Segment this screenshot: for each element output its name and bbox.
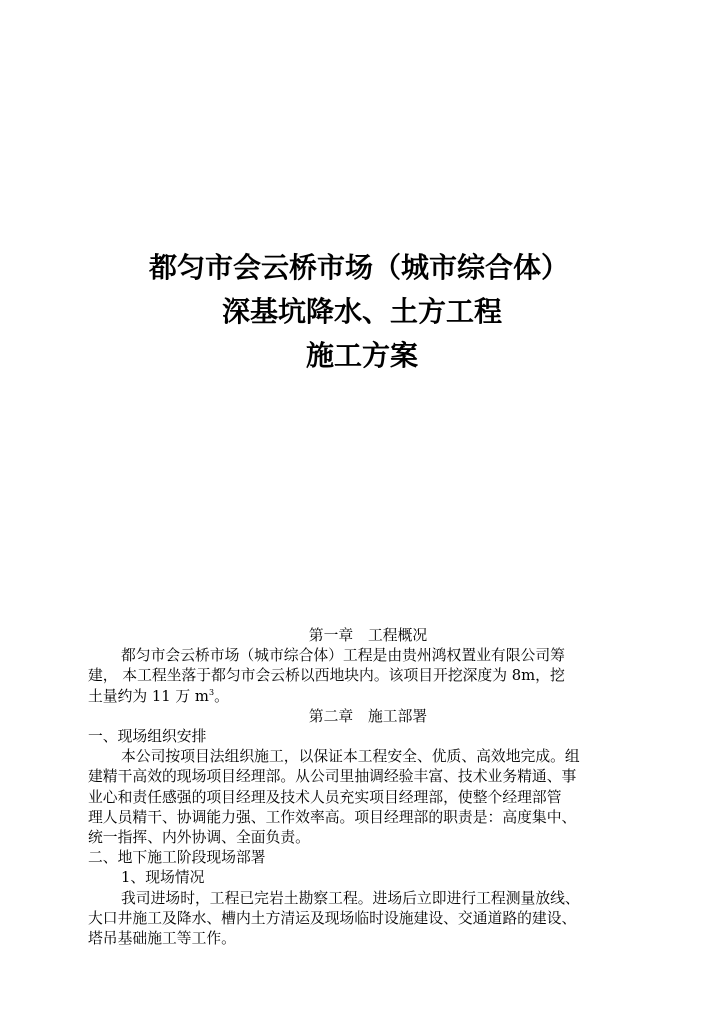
section-1-line-3: 业心和责任感强的项目经理及技术人员充实项目经理部，使整个经理部管 [88,788,562,806]
title-line-3: 施工方案 [305,339,418,372]
section-1-line-4: 理人员精干、协调能力强、工作效率高。项目经理部的职责是：高度集中、 [88,808,577,826]
section-1-line-5: 统一指挥、内外协调、全面负责。 [88,829,310,847]
section-1-line-1: 本公司按项目法组织施工，以保证本工程安全、优质、高效地完成。组 [121,748,580,766]
cubic-superscript: 3 [208,687,215,697]
period-text: 。 [214,687,229,705]
document-body [88,626,648,949]
title-line-2: 深基坑降水、土方工程 [221,295,502,328]
chapter-1-heading: 第一章 工程概况 [308,627,428,644]
title-line-1: 都匀市会云桥市场（城市综合体） [148,251,569,284]
chapter-1-para-line-3 [88,687,648,707]
section-2-title: 二、地下施工阶段现场部署 [88,849,266,867]
section-1-line-2: 建精干高效的现场项目经理部。从公司里抽调经验丰富、技术业务精通、事 [88,768,577,786]
chapter-2-heading: 第二章 施工部署 [308,707,428,725]
section-2-line-2: 大口井施工及降水、槽内土方清运及现场临时设施建设、交通道路的建设、 [88,909,577,927]
section-1-title: 一、现场组织安排 [88,728,207,746]
subsection-1-title: 1、现场情况 [121,869,205,887]
section-2-line-3: 塔吊基础施工等工作。 [88,930,236,948]
chapter-1-para-line-1: 都匀市会云桥市场（城市综合体）工程是由贵州鸿权置业有限公司筹 [121,647,565,665]
section-2-line-1: 我司进场时，工程已完岩土勘察工程。进场后立即进行工程测量放线、 [121,889,580,907]
document-title [0,246,724,378]
chapter-1-para-line-2: 建， 本工程坐落于都匀市会云桥以西地块内。该项目开挖深度为 8m，挖 [88,667,565,685]
volume-text: 土量约为 11 万 m [88,687,209,705]
